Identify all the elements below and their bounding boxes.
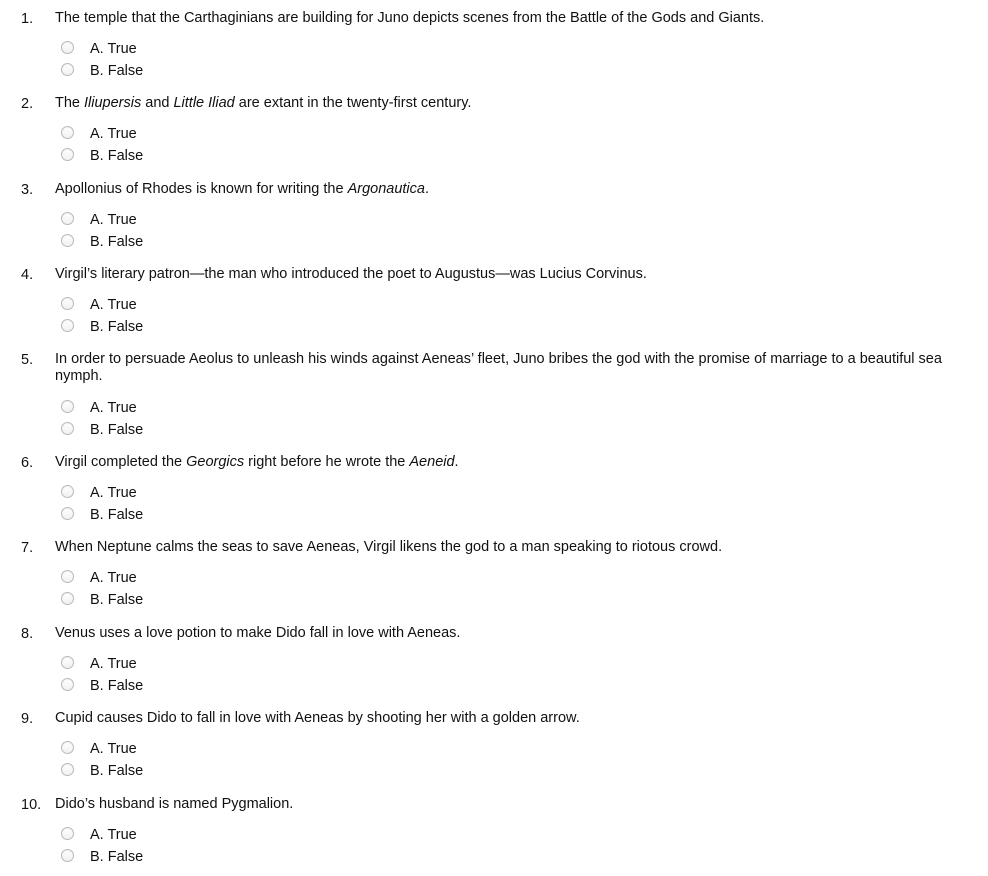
radio-button[interactable] [61,507,74,520]
option-true[interactable] [61,126,261,146]
question-number: 1. [21,11,34,27]
radio-button[interactable] [61,400,74,413]
radio-button[interactable] [61,741,74,754]
option-label: A. True [90,41,137,57]
option-false[interactable] [61,63,261,83]
radio-button[interactable] [61,41,74,54]
radio-button[interactable] [61,485,74,498]
radio-button[interactable] [61,148,74,161]
option-true[interactable] [61,741,261,761]
question-text [55,454,980,471]
question-text-segment: . [424,181,429,197]
radio-button[interactable] [61,763,74,776]
option-false[interactable] [61,678,261,698]
question-text [55,710,980,727]
option-label: A. True [90,212,137,228]
option-false[interactable] [61,422,261,442]
radio-button[interactable] [61,63,74,76]
question-text-segment: Apollonius of Rhodes is known for writing the [55,181,348,197]
option-false[interactable] [61,763,261,783]
option-false[interactable] [61,507,261,527]
question-text-italic: Aeneid [409,454,455,470]
question-text-segment: Virgil’s literary patron—the man who introduced the poet to Augustus—was Lucius Corvinus. [55,266,647,282]
option-true[interactable] [61,827,261,847]
question-number: 3. [21,182,34,198]
option-label: B. False [90,763,144,779]
radio-button[interactable] [61,212,74,225]
question-number: 4. [21,267,34,283]
option-label: A. True [90,126,137,142]
option-label: B. False [90,319,144,335]
question-number: 6. [21,455,34,471]
question-text [55,95,980,112]
question-text-segment: Virgil completed the [55,454,187,470]
option-label: B. False [90,234,144,250]
radio-button[interactable] [61,297,74,310]
question-text-segment: are extant in the twenty-first century. [234,95,472,111]
question-text-italic: Argonautica [347,181,425,197]
radio-button[interactable] [61,126,74,139]
option-label: B. False [90,422,144,438]
radio-button[interactable] [61,570,74,583]
option-label: A. True [90,827,137,843]
question-text [55,10,980,27]
radio-button[interactable] [61,319,74,332]
option-label: B. False [90,678,144,694]
option-label: B. False [90,148,144,164]
option-true[interactable] [61,212,261,232]
question-number: 8. [21,626,34,642]
option-label: A. True [90,400,137,416]
option-label: B. False [90,849,144,865]
option-false[interactable] [61,234,261,254]
option-label: B. False [90,592,144,608]
option-label: A. True [90,741,137,757]
radio-button[interactable] [61,422,74,435]
option-label: A. True [90,297,137,313]
option-true[interactable] [61,570,261,590]
option-label: A. True [90,656,137,672]
option-true[interactable] [61,485,261,505]
question-text [55,266,980,283]
question-text-segment: In order to persuade Aeolus to unleash his winds against Aeneas’ fleet, Juno bribes the god with the promise of marriage to a beautiful sea nymph. [55,351,942,384]
question-text-segment: Cupid causes Dido to fall in love with Aeneas by shooting her with a golden arrow. [55,710,580,726]
question-text [55,539,980,556]
question-text-segment: . [454,454,459,470]
option-false[interactable] [61,849,261,869]
question-number: 5. [21,352,34,368]
question-text-segment: When Neptune calms the seas to save Aeneas, Virgil likens the god to a man speaking to riotous crowd. [55,539,723,555]
question-text [55,351,980,385]
option-true[interactable] [61,297,261,317]
option-true[interactable] [61,41,261,61]
radio-button[interactable] [61,656,74,669]
option-true[interactable] [61,400,261,420]
option-label: A. True [90,570,137,586]
question-text-segment: and [141,95,174,111]
question-text [55,181,980,198]
question-number: 9. [21,711,34,727]
question-text-segment: The [55,95,85,111]
radio-button[interactable] [61,849,74,862]
question-text-segment: Dido’s husband is named Pygmalion. [55,796,294,812]
option-true[interactable] [61,656,261,676]
question-text-italic: Iliupersis [84,95,142,111]
question-text-segment: Venus uses a love potion to make Dido fall in love with Aeneas. [55,625,461,641]
radio-button[interactable] [61,827,74,840]
radio-button[interactable] [61,678,74,691]
option-label: B. False [90,507,144,523]
option-false[interactable] [61,592,261,612]
question-text [55,796,980,813]
question-number: 10. [21,797,42,813]
question-text-italic: Little Iliad [173,95,235,111]
option-label: A. True [90,485,137,501]
option-false[interactable] [61,148,261,168]
question-number: 2. [21,96,34,112]
question-text-italic: Georgics [186,454,245,470]
radio-button[interactable] [61,592,74,605]
option-label: B. False [90,63,144,79]
question-text-segment: right before he wrote the [244,454,410,470]
question-text [55,625,980,642]
option-false[interactable] [61,319,261,339]
question-text-segment: The temple that the Carthaginians are building for Juno depicts scenes from the Battle of the Gods and Giants. [55,10,765,26]
question-number: 7. [21,540,34,556]
radio-button[interactable] [61,234,74,247]
